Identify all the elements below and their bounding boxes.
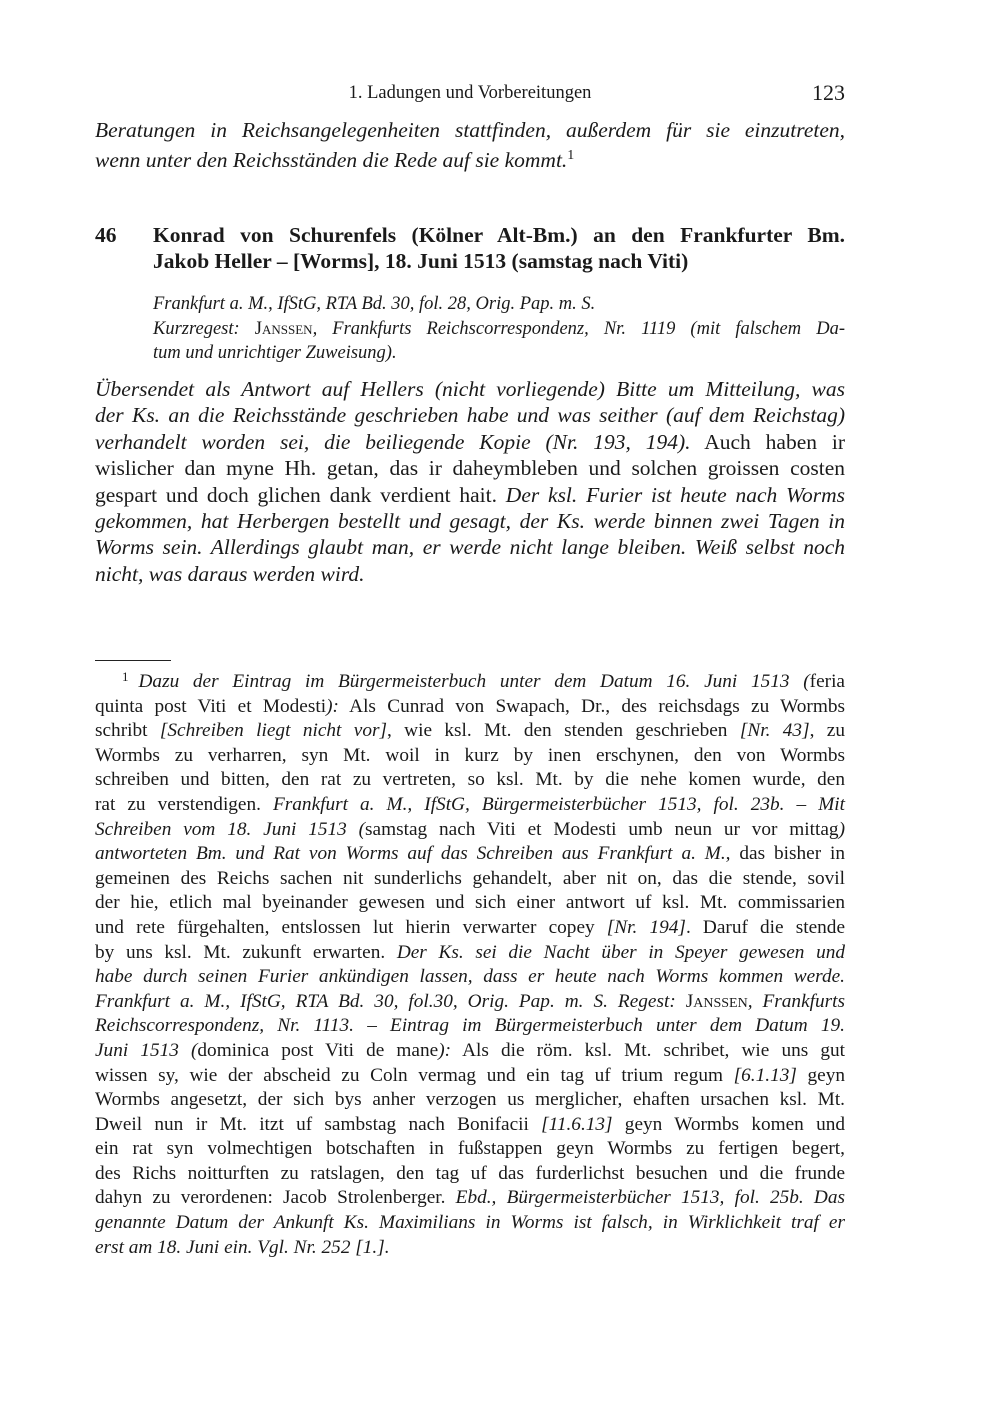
text-segment: Frankfurt a. M., IfStG, RTA Bd. 30, fol.30, Orig. Pap. m. S. Regest:: [95, 990, 686, 1012]
text-segment: tum und unrichtiger Zuweisung).: [153, 343, 397, 363]
text-segment: Dazu der Eintrag im Bürgermeisterbuch unter dem Datum 16. Juni 1513 (: [138, 671, 810, 692]
text-segment: nicht, was daraus werden wird.: [95, 561, 365, 586]
text-line: [95, 117, 845, 143]
text-line: [95, 1236, 845, 1261]
text-segment: Reichscorrespondenz, Nr. 1113. – Eintrag im Bürgermeisterbuch unter dem Datum 19.: [95, 1015, 845, 1037]
text-segment: samstag nach Viti et Modesti umb neun ur vor mittag: [365, 818, 839, 840]
text-segment: Juni 1513 (: [95, 1039, 198, 1061]
text-segment: Wormbs zu verharren, syn Mt. woil in kurz by inen erschynen, den von Wormbs: [95, 744, 845, 766]
text-segment: [Schreiben liegt nicht vor]: [159, 720, 387, 742]
page-number: 123: [812, 80, 845, 105]
text-line: [153, 341, 845, 366]
text-segment: ):: [438, 1039, 452, 1061]
text-line: [95, 842, 845, 867]
text-segment: Ebd., Bürgermeisterbücher 1513, fol. 25b. Das: [455, 1187, 845, 1209]
text-segment: genannte Datum der Ankunft Ks. Maximilians in Worms ist falsch, in Wirklichkeit traf er: [95, 1212, 845, 1234]
text-segment: geyn: [796, 1064, 845, 1086]
text-line: [95, 1113, 845, 1138]
text-line: [95, 793, 845, 818]
text-line: [95, 376, 845, 402]
text-segment: wenn unter den Reichsständen die Rede auf sie kommt.: [95, 148, 568, 173]
text-segment: ): [838, 818, 845, 840]
text-segment: by uns ksl. Mt. zukunft erwarten.: [95, 941, 397, 963]
footnote-1: [95, 665, 845, 1260]
running-header: [95, 80, 845, 108]
text-segment: Frankfurt a. M., IfStG, Bürgermeisterbücher 1513, fol. 23b. – Mit: [273, 793, 845, 815]
text-segment: . Daruf die stende: [685, 916, 845, 938]
text-segment: , Frankfurts Reichscorrespondenz, Nr. 1119 (mit falschem Da-: [312, 318, 845, 339]
text-segment: ein rat syn volmechtigen botschaften in fußstappen geyn Wormbs zu fertigen begert,: [95, 1138, 845, 1160]
text-line: [95, 1064, 845, 1089]
text-segment: [6.1.13]: [733, 1064, 797, 1086]
text-line: [153, 222, 845, 248]
text-segment: gespart und doch glichen dank verdient hait.: [95, 482, 506, 507]
source-archive: [153, 292, 845, 317]
text-segment: rat zu verstendigen.: [95, 793, 273, 815]
text-line: [95, 719, 845, 744]
document-number: 46: [95, 223, 117, 247]
text-segment: , wie ksl. Mt. den stenden geschrieben: [386, 720, 740, 742]
text-line: [95, 818, 845, 843]
text-segment: wislicher dan myne Hh. getan, das ir daheymbleben und solchen groissen costen: [95, 456, 845, 481]
text-segment: Auch haben ir: [690, 429, 845, 454]
text-line: [153, 317, 845, 342]
text-segment: Wormbs angesetzt, der sich bys anher verzogen us merglicher, ehaften ursachen ksl. Mt.: [95, 1089, 845, 1111]
footnote-marker: 1: [122, 669, 129, 684]
text-line: [95, 965, 845, 990]
text-segment: feria: [809, 671, 845, 692]
text-segment: schribt: [95, 720, 160, 742]
text-line: [95, 482, 845, 508]
text-segment: Jakob Heller – [Worms], 18. Juni 1513 (samstag nach Viti): [153, 249, 689, 273]
text-segment: erst am 18. Juni ein. Vgl. Nr. 252 [1.].: [95, 1236, 390, 1258]
footnote-rule: [95, 660, 171, 661]
text-segment: gekommen, hat Herbergen bestellt und gesagt, der Ks. werde binnen zwei Tagen in: [95, 509, 845, 534]
text-segment: dahyn zu verordenen: Jacob Strolenberger.: [95, 1187, 456, 1209]
author-name: Janssen: [685, 990, 748, 1012]
footnote-reference[interactable]: 1: [567, 148, 575, 163]
text-line: [95, 867, 845, 892]
text-segment: Der ksl. Furier ist heute nach Worms: [505, 482, 845, 507]
chapter-title: 1. Ladungen und Vorbereitungen: [348, 83, 592, 103]
text-segment: Dweil nun ir Mt. itzt uf sambstag nach Bonifacii: [95, 1113, 542, 1135]
text-segment: wissen sy, wie der abscheid zu Coln vermag und ein tag uf trium regum: [95, 1064, 734, 1086]
text-segment: ):: [326, 695, 339, 717]
text-line: [95, 665, 845, 695]
text-segment: Kurzregest:: [153, 318, 255, 339]
text-line: [95, 1014, 845, 1039]
text-segment: geyn Wormbs komen und: [612, 1113, 845, 1135]
summary-paragraph: [95, 376, 845, 587]
text-line: [153, 292, 845, 317]
text-segment: Schreiben vom 18. Juni 1513 (: [95, 818, 366, 840]
text-line: [95, 1211, 845, 1236]
text-line: [95, 561, 845, 587]
text-segment: und rete fürgehalten, entslossen lut hierin verwarter copey: [95, 916, 607, 938]
text-line: [95, 402, 845, 428]
text-line: [95, 1088, 845, 1113]
text-segment: Als die röm. ksl. Mt. schribet, wie uns gut: [451, 1039, 845, 1061]
text-line: [95, 1137, 845, 1162]
document-heading: [95, 222, 845, 274]
source-regest: [153, 317, 845, 366]
document-title: [153, 222, 845, 274]
text-segment: des Richs noitturften zu ratslagen, den tag uf das furderlichst besuchen und die frunde: [95, 1162, 845, 1184]
text-segment: habe durch seinen Furier ankündigen lassen, dass er heute nach Worms kommen werde.: [95, 966, 845, 988]
text-segment: Beratungen in Reichsangelegenheiten stattfinden, außerdem für sie einzutreten,: [95, 118, 845, 142]
text-line: [95, 455, 845, 481]
text-line: [95, 916, 845, 941]
text-segment: der hie, etlich mal byeinander gewesen und sich einer antwort uf ksl. Mt. commissarien: [95, 892, 845, 914]
text-segment: Frankfurt a. M., IfStG, RTA Bd. 30, fol. 28, Orig. Pap. m. S.: [153, 294, 596, 314]
text-line: [153, 248, 845, 274]
text-line: [95, 143, 845, 173]
text-line: [95, 1186, 845, 1211]
text-segment: verhandelt worden sei, die beiliegende Kopie (Nr. 193, 194).: [95, 429, 691, 454]
text-segment: , Frankfurts: [747, 990, 845, 1012]
text-segment: quinta post Viti et Modesti: [95, 695, 327, 717]
text-segment: [11.6.13]: [541, 1113, 613, 1135]
text-segment: Konrad von Schurenfels (Kölner Alt-Bm.) an den Frankfurter Bm.: [153, 223, 845, 247]
text-segment: , zu: [809, 720, 845, 742]
text-segment: Worms sein. Allerdings glaubt man, er werde nicht lange bleiben. Weiß selbst noch: [95, 535, 845, 560]
text-segment: Als Cunrad von Swapach, Dr., des reichsdags zu Wormbs: [338, 695, 845, 717]
text-segment: Übersendet als Antwort auf Hellers (nicht vorliegende) Bitte um Mitteilung, was: [95, 377, 845, 401]
text-segment: gemeinen des Reichs sachen nit sunderlichs gehandelt, aber nit on, das die stende, sovil: [95, 867, 845, 889]
text-segment: [Nr. 194]: [606, 916, 686, 938]
source-note: [153, 292, 845, 366]
text-line: [95, 1162, 845, 1187]
text-segment: antworteten Bm. und Rat von Worms auf das Schreiben aus Frankfurt a. M.,: [95, 843, 731, 865]
author-name: Janssen: [254, 318, 313, 339]
text-line: [95, 695, 845, 720]
text-line: [95, 990, 845, 1015]
text-line: [95, 1039, 845, 1064]
intro-paragraph: [95, 117, 845, 173]
text-segment: der Ks. an die Reichsstände geschrieben habe und was seither (auf dem Reichstag): [95, 403, 845, 428]
text-line: [95, 941, 845, 966]
text-segment: dominica post Viti de mane: [197, 1039, 439, 1061]
text-segment: schreiben und bitten, den rat zu vertreten, so ksl. Mt. by die nehe komen wurde, den: [95, 769, 845, 791]
text-line: [95, 768, 845, 793]
text-line: [95, 744, 845, 769]
text-segment: Der Ks. sei die Nacht über in Speyer gewesen und: [396, 941, 845, 963]
text-line: [95, 891, 845, 916]
text-line: [95, 508, 845, 534]
text-line: [95, 429, 845, 455]
text-segment: das bisher in: [730, 843, 846, 865]
text-line: [95, 534, 845, 560]
text-segment: [Nr. 43]: [739, 720, 810, 742]
